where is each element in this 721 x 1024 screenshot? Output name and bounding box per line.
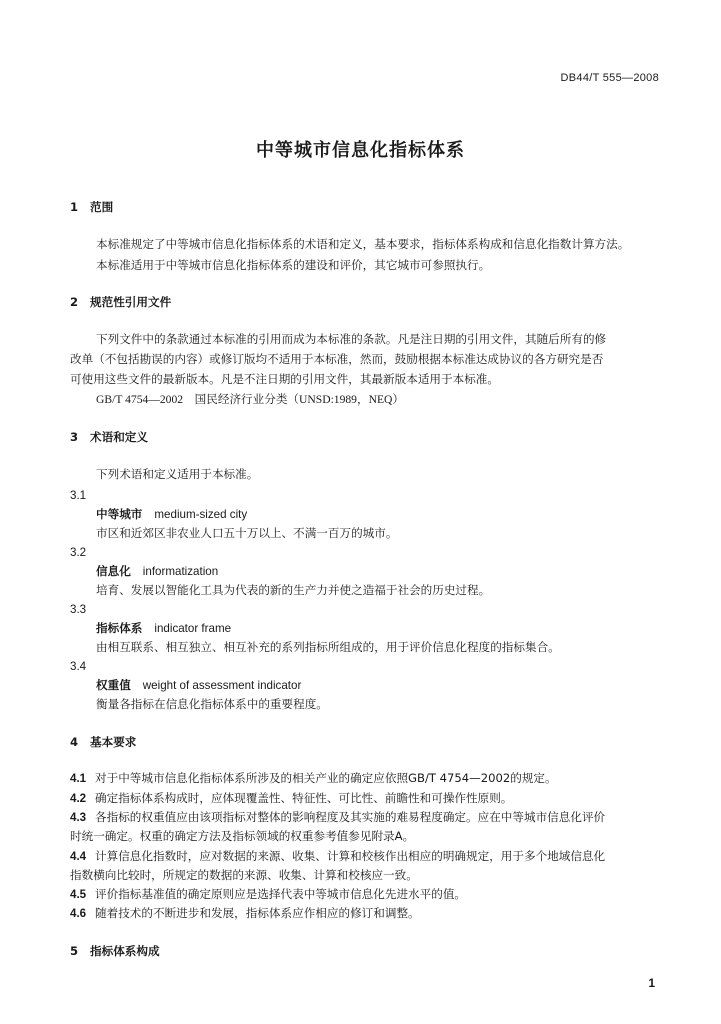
requirement-item: 4.5 评价指标基准值的确定原则应是选择代表中等城市信息化先进水平的值。 <box>70 887 467 901</box>
section-heading: 3 术语和定义 <box>70 430 148 444</box>
term-name: 信息化 informatization <box>96 564 219 578</box>
term-number: 3.2 <box>70 546 87 559</box>
normative-reference: GB/T 4754—2002 国民经济行业分类（UNSD:1989，NEQ） <box>96 393 404 406</box>
term-definition: 市区和近郊区非农业人口五十万以上、不满一百万的城市。 <box>96 526 398 540</box>
paragraph-line: 改单（不包括勘误的内容）或修订版均不适用于本标准，然而，鼓励根据本标准达成协议的各方研究是否 <box>70 352 604 366</box>
term-number: 3.1 <box>70 489 87 502</box>
page-number: 1 <box>648 976 655 990</box>
paragraph-line: 下列文件中的条款通过本标准的引用而成为本标准的条款。凡是注日期的引用文件，其随后所有的修 <box>96 332 607 346</box>
term-number: 3.4 <box>70 660 87 673</box>
term-number: 3.3 <box>70 603 87 616</box>
section-heading: 4 基本要求 <box>70 735 137 749</box>
paragraph: 下列术语和定义适用于本标准。 <box>96 467 259 481</box>
paragraph: 本标准适用于中等城市信息化指标体系的建设和评价，其它城市可参照执行。 <box>96 258 491 272</box>
requirement-item: 4.2 确定指标体系构成时，应体现覆盖性、特征性、可比性、前瞻性和可操作性原则。 <box>70 791 513 805</box>
requirement-continuation: 指数横向比较时，所规定的数据的来源、收集、计算和校核应一致。 <box>70 868 418 882</box>
section-heading: 5 指标体系构成 <box>70 944 160 958</box>
term-definition: 衡量各指标在信息化指标体系中的重要程度。 <box>96 697 328 711</box>
term-definition: 培育、发展以智能化工具为代表的新的生产力并使之造福于社会的历史过程。 <box>96 583 491 597</box>
term-name: 指标体系 indicator frame <box>96 621 232 635</box>
term-definition: 由相互联系、相互独立、相互补充的系列指标所组成的，用于评价信息化程度的指标集合。 <box>96 640 560 654</box>
standard-code: DB44/T 555—2008 <box>560 72 659 84</box>
term-name: 中等城市 medium-sized city <box>96 507 248 521</box>
requirement-item: 4.1 对于中等城市信息化指标体系所涉及的相关产业的确定应依照GB/T 4754—2002的规定。 <box>70 771 557 785</box>
paragraph: 本标准规定了中等城市信息化指标体系的术语和定义，基本要求，指标体系构成和信息化指数计算方法。 <box>96 237 630 251</box>
requirement-item: 4.4 计算信息化指数时，应对数据的来源、收集、计算和校核作出相应的明确规定，用于多个地域信息化 <box>70 849 606 863</box>
section-heading: 2 规范性引用文件 <box>70 295 172 309</box>
requirement-item: 4.3 各指标的权重值应由该项指标对整体的影响程度及其实施的难易程度确定。应在中等城市信息化评价 <box>70 810 606 824</box>
document-title: 中等城市信息化指标体系 <box>256 140 465 161</box>
paragraph-line: 可使用这些文件的最新版本。凡是不注日期的引用文件，其最新版本适用于本标准。 <box>70 372 499 386</box>
term-name: 权重值 weight of assessment indicator <box>96 678 302 692</box>
requirement-item: 4.6 随着技术的不断进步和发展，指标体系应作相应的修订和调整。 <box>70 906 420 920</box>
requirement-continuation: 时统一确定。权重的确定方法及指标领域的权重参考值参见附录A。 <box>70 829 415 843</box>
section-heading: 1 范围 <box>70 200 114 214</box>
